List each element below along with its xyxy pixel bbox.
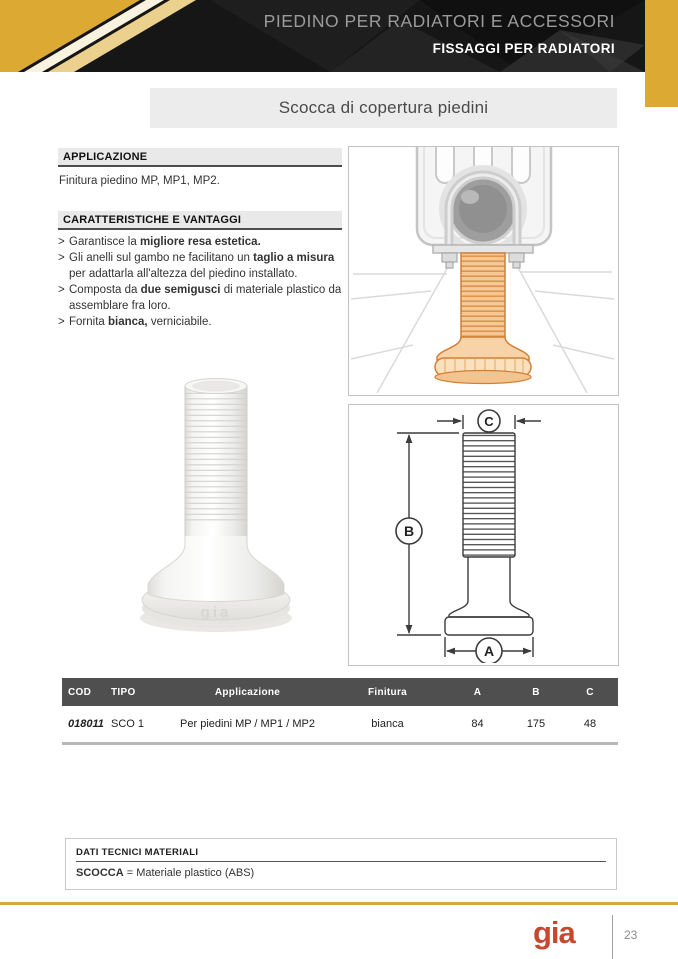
brand-logo: gia bbox=[533, 915, 575, 950]
materials-term: SCOCCA bbox=[76, 867, 124, 879]
features-list bbox=[58, 230, 342, 330]
col-header-finitura: Finitura bbox=[330, 678, 445, 706]
materials-line bbox=[76, 867, 606, 879]
footer-gold-line bbox=[0, 902, 678, 905]
cell-tipo: SCO 1 bbox=[105, 706, 165, 744]
features-heading: CARATTERISTICHE E VANTAGGI bbox=[58, 211, 342, 230]
embossed-logo: gia bbox=[200, 604, 232, 621]
cell-applicazione: Per piedini MP / MP1 / MP2 bbox=[165, 706, 330, 744]
col-header-c: C bbox=[562, 678, 618, 706]
dim-label-c: C bbox=[484, 414, 494, 429]
installation-figure bbox=[348, 146, 619, 396]
col-header-a: A bbox=[445, 678, 510, 706]
cell-c: 48 bbox=[562, 706, 618, 744]
section-title-banner bbox=[150, 88, 617, 128]
dim-label-a: A bbox=[483, 643, 495, 659]
page-number: 23 bbox=[624, 928, 638, 942]
cell-b: 175 bbox=[510, 706, 562, 744]
col-header-tipo: TIPO bbox=[105, 678, 165, 706]
materials-heading: DATI TECNICI MATERIALI bbox=[76, 847, 606, 862]
product-photo bbox=[130, 372, 305, 637]
feature-item: > Fornita bianca, verniciabile. bbox=[58, 316, 212, 328]
application-text: Finitura piedino MP, MP1, MP2. bbox=[59, 175, 220, 187]
table-header-row bbox=[62, 678, 618, 706]
footer-divider bbox=[612, 915, 613, 959]
spec-table bbox=[62, 678, 618, 745]
installation-illustration bbox=[349, 147, 616, 393]
materials-box bbox=[65, 838, 617, 890]
col-header-cod: COD bbox=[62, 678, 105, 706]
section-title: Scocca di copertura piedini bbox=[278, 98, 489, 117]
dimension-drawing bbox=[349, 405, 616, 663]
application-heading: APPLICAZIONE bbox=[58, 148, 342, 167]
page-header bbox=[0, 0, 645, 72]
materials-definition: = Materiale plastico (ABS) bbox=[123, 867, 255, 879]
col-header-applicazione: Applicazione bbox=[165, 678, 330, 706]
feature-item: > Gli anelli sul gambo ne facilitano un taglio a misura per adattarla all'altezza del piedino installato. bbox=[58, 252, 335, 280]
dim-label-b: B bbox=[403, 523, 415, 539]
bracket-plate bbox=[433, 245, 533, 253]
page-header-title: PIEDINO PER RADIATORI E ACCESSORI bbox=[263, 11, 615, 31]
header-text-block bbox=[55, 0, 615, 56]
page-header-subtitle: FISSAGGI PER RADIATORI bbox=[432, 41, 615, 56]
feature-item: > Composta da due semigusci di materiale plastico da assemblare fra loro. bbox=[58, 284, 342, 312]
cell-finitura: bianca bbox=[330, 706, 445, 744]
product-photo-image bbox=[130, 372, 305, 637]
features-section bbox=[58, 211, 342, 330]
col-header-b: B bbox=[510, 678, 562, 706]
left-column bbox=[58, 148, 342, 330]
foot-cover-column bbox=[461, 253, 505, 341]
cell-cod: 018011 bbox=[62, 706, 105, 744]
gold-corner-block bbox=[645, 0, 678, 107]
cell-a: 84 bbox=[445, 706, 510, 744]
feature-item: > Garantisce la migliore resa estetica. bbox=[58, 236, 261, 248]
dimension-figure bbox=[348, 404, 619, 666]
table-row bbox=[62, 706, 618, 744]
